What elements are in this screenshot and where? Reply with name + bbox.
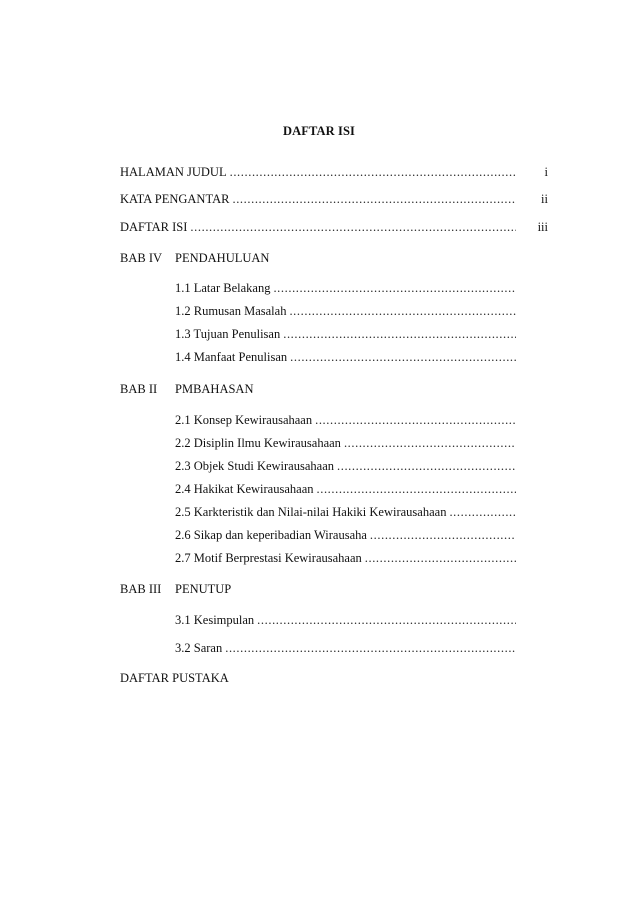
toc-section <box>175 527 516 543</box>
toc-entry-kata-pengantar <box>120 191 516 207</box>
toc-section <box>175 458 516 474</box>
dot-leader <box>232 191 516 207</box>
section-label: 2.5 Karkteristik dan Nilai-nilai Hakiki Kewirausahaan <box>175 505 447 519</box>
section-label: 3.1 Kesimpulan <box>175 613 255 627</box>
chapter-heading <box>120 250 269 266</box>
chapter-title: PENDAHULUAN <box>175 251 270 265</box>
toc-section <box>175 326 516 342</box>
toc-section <box>175 349 516 365</box>
toc-section <box>175 550 516 566</box>
dot-leader <box>257 612 516 628</box>
section-label: 1.3 Tujuan Penulisan <box>175 327 281 341</box>
section-label: 2.7 Motif Berprestasi Kewirausahaan <box>175 551 362 565</box>
dot-leader <box>370 527 516 543</box>
toc-bibliography: DAFTAR PUSTAKA <box>120 671 229 685</box>
dot-leader <box>273 280 516 296</box>
toc-page-number: i <box>544 165 548 179</box>
dot-leader <box>225 640 516 656</box>
chapter-title: PMBAHASAN <box>175 382 254 396</box>
toc-section <box>175 481 516 497</box>
dot-leader <box>344 435 516 451</box>
section-label: 3.2 Saran <box>175 641 223 655</box>
toc-section <box>175 640 516 656</box>
chapter-number: BAB II <box>120 382 158 396</box>
toc-entry-daftar-isi <box>120 219 516 235</box>
toc-section <box>175 612 516 628</box>
dot-leader <box>449 504 516 520</box>
toc-page-number: ii <box>541 192 548 206</box>
chapter-number: BAB IV <box>120 251 163 265</box>
section-label: 1.2 Rumusan Masalah <box>175 304 287 318</box>
toc-section <box>175 504 516 520</box>
chapter-title: PENUTUP <box>175 582 232 596</box>
toc-entry-halaman-judul <box>120 164 516 180</box>
chapter-heading <box>120 581 231 597</box>
toc-entry-label: HALAMAN JUDUL <box>120 165 227 179</box>
section-label: 1.1 Latar Belakang <box>175 281 271 295</box>
chapter-heading <box>120 381 254 397</box>
section-label: 2.4 Hakikat Kewirausahaan <box>175 482 314 496</box>
dot-leader <box>289 303 516 319</box>
page-title: DAFTAR ISI <box>283 124 355 138</box>
dot-leader <box>317 481 517 497</box>
dot-leader <box>315 412 516 428</box>
toc-section <box>175 280 516 296</box>
toc-entry-label: DAFTAR ISI <box>120 220 188 234</box>
toc-section <box>175 303 516 319</box>
dot-leader <box>365 550 516 566</box>
section-label: 2.1 Konsep Kewirausahaan <box>175 413 313 427</box>
section-label: 2.2 Disiplin Ilmu Kewirausahaan <box>175 436 341 450</box>
dot-leader <box>290 349 516 365</box>
dot-leader <box>283 326 516 342</box>
dot-leader <box>190 219 516 235</box>
toc-page-number: iii <box>537 220 548 234</box>
toc-section <box>175 435 516 451</box>
section-label: 2.6 Sikap dan keperibadian Wirausaha <box>175 528 367 542</box>
dot-leader <box>337 458 516 474</box>
chapter-number: BAB III <box>120 582 162 596</box>
toc-entry-label: KATA PENGANTAR <box>120 192 230 206</box>
dot-leader <box>230 164 516 180</box>
section-label: 2.3 Objek Studi Kewirausahaan <box>175 459 334 473</box>
toc-section <box>175 412 516 428</box>
section-label: 1.4 Manfaat Penulisan <box>175 350 288 364</box>
